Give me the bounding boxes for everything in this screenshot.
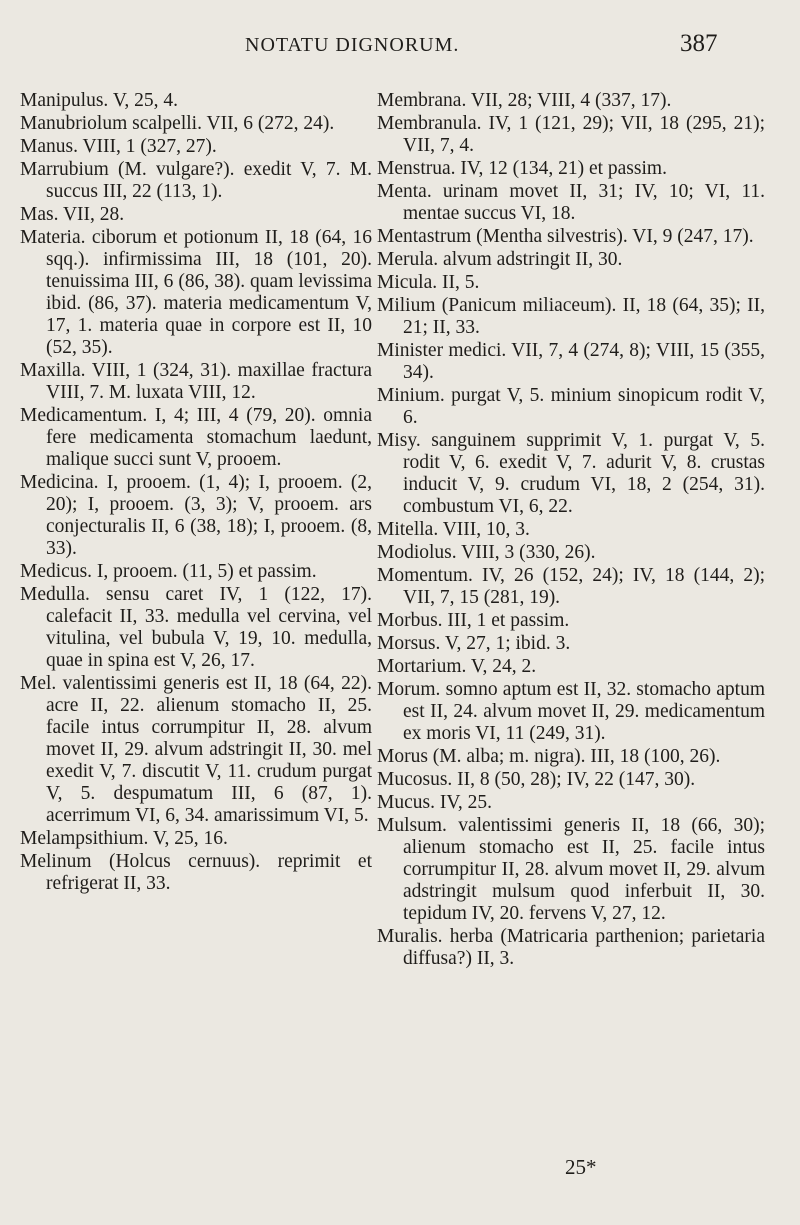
index-entry: Mitella. VIII, 10, 3. xyxy=(377,519,530,540)
index-entry: Manipulus. V, 25, 4. xyxy=(20,90,179,111)
index-entry: Materia. ciborum et potionum II, 18 (64, 16 sqq.). infirmissima III, 18 (101, 20). tenuissima III, 6 (86, 38). quam levissima ibid. (86, 37). materia medicamentum V, 17, 1. materia quae in corpore est II, 10 (52, 35). xyxy=(20,227,372,358)
index-column-left xyxy=(20,90,372,896)
index-entry: Mas. VII, 28. xyxy=(20,204,125,225)
index-entry: Membrana. VII, 28; VIII, 4 (337, 17). xyxy=(377,90,672,111)
index-entry: Medulla. sensu caret IV, 1 (122, 17). calefacit II, 33. medulla vel cervina, vel vitulina, vel bubula V, 19, 10. medulla, quae in spina est V, 26, 17. xyxy=(20,584,372,671)
index-entry: Mentastrum (Mentha silvestris). VI, 9 (247, 17). xyxy=(377,226,754,247)
index-entry: Membranula. IV, 1 (121, 29); VII, 18 (295, 21); VII, 7, 4. xyxy=(377,113,765,156)
index-entry: Melampsithium. V, 25, 16. xyxy=(20,828,228,849)
index-entry: Morus (M. alba; m. nigra). III, 18 (100, 26). xyxy=(377,746,721,767)
running-title: NOTATU DIGNORUM. xyxy=(245,34,460,56)
index-entry: Milium (Panicum miliaceum). II, 18 (64, 35); II, 21; II, 33. xyxy=(377,295,765,338)
index-entry: Minium. purgat V, 5. minium sinopicum rodit V, 6. xyxy=(377,385,765,428)
index-entry: Mortarium. V, 24, 2. xyxy=(377,656,537,677)
signature-mark: 25* xyxy=(565,1155,597,1179)
index-entry: Menta. urinam movet II, 31; IV, 10; VI, 11. mentae succus VI, 18. xyxy=(377,181,765,224)
index-entry: Morum. somno aptum est II, 32. stomacho aptum est II, 24. alvum movet II, 29. medicamentum ex moris VI, 11 (249, 31). xyxy=(377,679,765,744)
index-entry: Morsus. V, 27, 1; ibid. 3. xyxy=(377,633,571,654)
index-entry: Misy. sanguinem supprimit V, 1. purgat V, 5. rodit V, 6. exedit V, 7. adurit V, 8. crustas inducit V, 9. crudum VI, 18, 2 (254, 31). combustum VI, 6, 22. xyxy=(377,430,765,517)
index-entry: Mel. valentissimi generis est II, 18 (64, 22). acre II, 22. alienum stomacho II, 25. facile intus corrumpitur II, 28. alvum movet II, 29. alvum adstringit II, 30. mel exedit V, 7. discutit V, 11. crudum purgat V, 5. despumatum III, 6 (87, 1). acerrimum VI, 6, 34. amarissimum VI, 5. xyxy=(20,673,372,826)
index-entry: Mucosus. II, 8 (50, 28); IV, 22 (147, 30). xyxy=(377,769,696,790)
index-entry: Manus. VIII, 1 (327, 27). xyxy=(20,136,217,157)
index-entry: Mulsum. valentissimi generis II, 18 (66, 30); alienum stomacho est II, 25. facile intus corrumpitur II, 28. alvum movet II, 29. alvum adstringit mulsum quod inferbuit II, 30. tepidum IV, 20. fervens V, 27, 12. xyxy=(377,815,765,924)
index-entry: Modiolus. VIII, 3 (330, 26). xyxy=(377,542,596,563)
index-entry: Minister medici. VII, 7, 4 (274, 8); VIII, 15 (355, 34). xyxy=(377,340,765,383)
index-entry: Medicus. I, prooem. (11, 5) et passim. xyxy=(20,561,317,582)
index-entry: Melinum (Holcus cernuus). reprimit et refrigerat II, 33. xyxy=(20,851,372,894)
index-entry: Maxilla. VIII, 1 (324, 31). maxillae fractura VIII, 7. M. luxata VIII, 12. xyxy=(20,360,372,403)
index-entry: Muralis. herba (Matricaria parthenion; parietaria diffusa?) II, 3. xyxy=(377,926,765,969)
index-entry: Micula. II, 5. xyxy=(377,272,480,293)
index-entry: Mucus. IV, 25. xyxy=(377,792,493,813)
index-entry: Medicamentum. I, 4; III, 4 (79, 20). omnia fere medicamenta stomachum laedunt, malique succi sunt V, prooem. xyxy=(20,405,372,470)
index-entry: Menstrua. IV, 12 (134, 21) et passim. xyxy=(377,158,667,179)
index-entry: Marrubium (M. vulgare?). exedit V, 7. M. succus III, 22 (113, 1). xyxy=(20,159,372,202)
index-column-right xyxy=(377,90,765,971)
running-head xyxy=(0,30,800,64)
page-number: 387 xyxy=(680,30,718,57)
index-entry: Medicina. I, prooem. (1, 4); I, prooem. (2, 20); I, prooem. (3, 3); V, prooem. ars conjecturalis II, 6 (38, 18); I, prooem. (8, 33). xyxy=(20,472,372,559)
index-entry: Morbus. III, 1 et passim. xyxy=(377,610,570,631)
index-entry: Manubriolum scalpelli. VII, 6 (272, 24). xyxy=(20,113,335,134)
index-entry: Momentum. IV, 26 (152, 24); IV, 18 (144, 2); VII, 7, 15 (281, 19). xyxy=(377,565,765,608)
index-entry: Merula. alvum adstringit II, 30. xyxy=(377,249,623,270)
